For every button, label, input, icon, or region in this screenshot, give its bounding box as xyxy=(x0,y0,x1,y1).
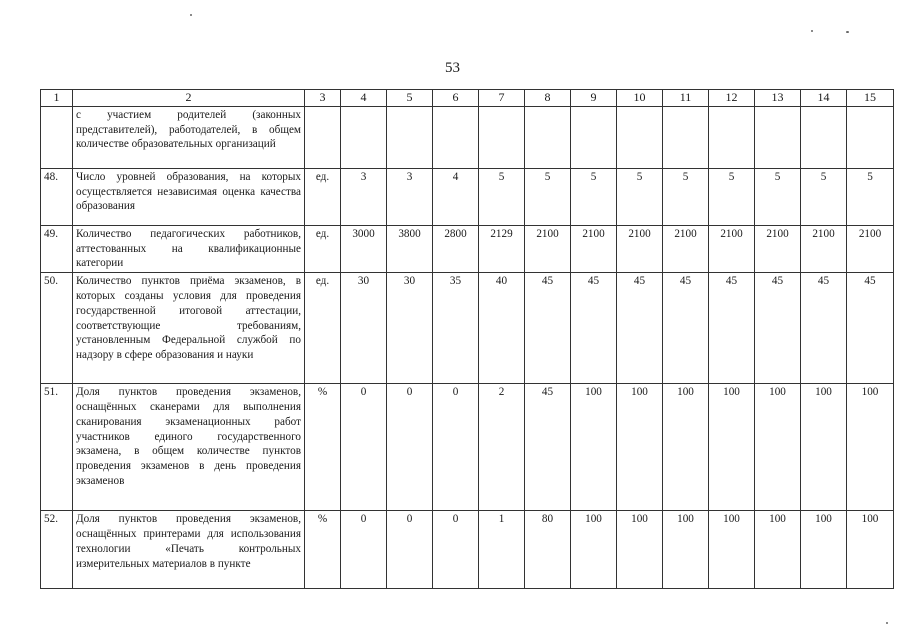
column-header: 2 xyxy=(73,90,305,107)
column-header: 6 xyxy=(433,90,479,107)
value-cell: 100 xyxy=(847,511,894,589)
value-cell: 3 xyxy=(341,168,387,225)
value-cell xyxy=(617,106,663,168)
value-cell: 4 xyxy=(433,168,479,225)
value-cell: 30 xyxy=(341,273,387,384)
row-number: 50. xyxy=(41,273,73,384)
value-cell: 45 xyxy=(847,273,894,384)
value-cell: 2100 xyxy=(801,225,847,272)
value-cell: 45 xyxy=(663,273,709,384)
table-row xyxy=(41,384,894,511)
header-row xyxy=(41,90,894,107)
column-header: 7 xyxy=(479,90,525,107)
table-row xyxy=(41,511,894,589)
value-cell xyxy=(663,106,709,168)
value-cell: 2100 xyxy=(525,225,571,272)
value-cell xyxy=(341,106,387,168)
value-cell: 2800 xyxy=(433,225,479,272)
unit-cell: ед. xyxy=(305,225,341,272)
column-header: 4 xyxy=(341,90,387,107)
value-cell: 1 xyxy=(479,511,525,589)
value-cell: 5 xyxy=(525,168,571,225)
indicator-name: Доля пунктов проведения экзаменов, оснащённых сканерами для выполнения сканирования экзаменационных работ участников единого государственного экзамена, в общем количестве пунктов проведения экзаменов в день проведения экзаменов xyxy=(73,384,305,511)
value-cell: 45 xyxy=(571,273,617,384)
value-cell: 2100 xyxy=(847,225,894,272)
column-header: 9 xyxy=(571,90,617,107)
value-cell: 0 xyxy=(433,384,479,511)
value-cell: 5 xyxy=(663,168,709,225)
table-row xyxy=(41,273,894,384)
indicator-name: Количество педагогических работников, аттестованных на квалификационные категории xyxy=(73,225,305,272)
row-number: 49. xyxy=(41,225,73,272)
value-cell: 100 xyxy=(755,384,801,511)
table-row xyxy=(41,168,894,225)
indicator-name: с участием родителей (законных представителей), работодателей, в общем количестве образовательных организаций xyxy=(73,106,305,168)
value-cell: 100 xyxy=(663,511,709,589)
value-cell xyxy=(571,106,617,168)
indicator-name: Число уровней образования, на которых осуществляется независимая оценка качества образования xyxy=(73,168,305,225)
value-cell: 45 xyxy=(525,384,571,511)
value-cell: 80 xyxy=(525,511,571,589)
scan-speck xyxy=(190,14,192,16)
value-cell: 2100 xyxy=(617,225,663,272)
value-cell: 2100 xyxy=(755,225,801,272)
unit-cell: % xyxy=(305,511,341,589)
scan-speck xyxy=(886,622,888,624)
value-cell: 35 xyxy=(433,273,479,384)
scan-speck xyxy=(846,31,849,33)
indicator-table xyxy=(40,89,894,589)
value-cell: 45 xyxy=(801,273,847,384)
value-cell xyxy=(801,106,847,168)
value-cell: 2100 xyxy=(571,225,617,272)
value-cell: 45 xyxy=(617,273,663,384)
value-cell: 45 xyxy=(755,273,801,384)
value-cell: 100 xyxy=(801,511,847,589)
value-cell: 100 xyxy=(571,384,617,511)
value-cell: 5 xyxy=(847,168,894,225)
unit-cell: % xyxy=(305,384,341,511)
value-cell: 100 xyxy=(709,511,755,589)
value-cell: 30 xyxy=(387,273,433,384)
value-cell xyxy=(847,106,894,168)
row-number: 52. xyxy=(41,511,73,589)
value-cell xyxy=(433,106,479,168)
indicator-name: Доля пунктов проведения экзаменов, оснащённых принтерами для использования технологии «Печать контрольных измерительных материалов в пункте xyxy=(73,511,305,589)
unit-cell xyxy=(305,106,341,168)
value-cell: 2 xyxy=(479,384,525,511)
row-number xyxy=(41,106,73,168)
value-cell xyxy=(525,106,571,168)
value-cell xyxy=(709,106,755,168)
value-cell: 3000 xyxy=(341,225,387,272)
value-cell: 45 xyxy=(525,273,571,384)
value-cell: 3800 xyxy=(387,225,433,272)
table-row xyxy=(41,225,894,272)
value-cell: 0 xyxy=(341,511,387,589)
column-header: 14 xyxy=(801,90,847,107)
value-cell: 100 xyxy=(709,384,755,511)
value-cell: 100 xyxy=(663,384,709,511)
row-number: 51. xyxy=(41,384,73,511)
value-cell: 5 xyxy=(709,168,755,225)
column-header: 12 xyxy=(709,90,755,107)
value-cell: 45 xyxy=(709,273,755,384)
value-cell: 5 xyxy=(571,168,617,225)
value-cell: 2100 xyxy=(709,225,755,272)
column-header: 13 xyxy=(755,90,801,107)
column-header: 10 xyxy=(617,90,663,107)
column-header: 3 xyxy=(305,90,341,107)
table-row xyxy=(41,106,894,168)
value-cell: 2100 xyxy=(663,225,709,272)
value-cell xyxy=(755,106,801,168)
value-cell: 100 xyxy=(571,511,617,589)
value-cell: 0 xyxy=(433,511,479,589)
value-cell: 2129 xyxy=(479,225,525,272)
column-header: 11 xyxy=(663,90,709,107)
value-cell: 100 xyxy=(617,511,663,589)
value-cell: 100 xyxy=(617,384,663,511)
value-cell: 5 xyxy=(755,168,801,225)
column-header: 15 xyxy=(847,90,894,107)
value-cell: 40 xyxy=(479,273,525,384)
column-header: 1 xyxy=(41,90,73,107)
value-cell: 100 xyxy=(847,384,894,511)
value-cell: 100 xyxy=(755,511,801,589)
value-cell: 0 xyxy=(387,384,433,511)
value-cell: 3 xyxy=(387,168,433,225)
unit-cell: ед. xyxy=(305,273,341,384)
value-cell: 5 xyxy=(617,168,663,225)
value-cell xyxy=(479,106,525,168)
value-cell: 5 xyxy=(479,168,525,225)
indicator-name: Количество пунктов приёма экзаменов, в которых созданы условия для проведения государственной итоговой аттестации, соответствующие требованиям, установленным Федеральной службой по надзору в сфере образования и науки xyxy=(73,273,305,384)
unit-cell: ед. xyxy=(305,168,341,225)
column-header: 8 xyxy=(525,90,571,107)
page-number: 53 xyxy=(445,60,460,76)
value-cell: 0 xyxy=(387,511,433,589)
scan-speck xyxy=(811,30,813,32)
column-header: 5 xyxy=(387,90,433,107)
value-cell xyxy=(387,106,433,168)
value-cell: 5 xyxy=(801,168,847,225)
value-cell: 0 xyxy=(341,384,387,511)
row-number: 48. xyxy=(41,168,73,225)
value-cell: 100 xyxy=(801,384,847,511)
